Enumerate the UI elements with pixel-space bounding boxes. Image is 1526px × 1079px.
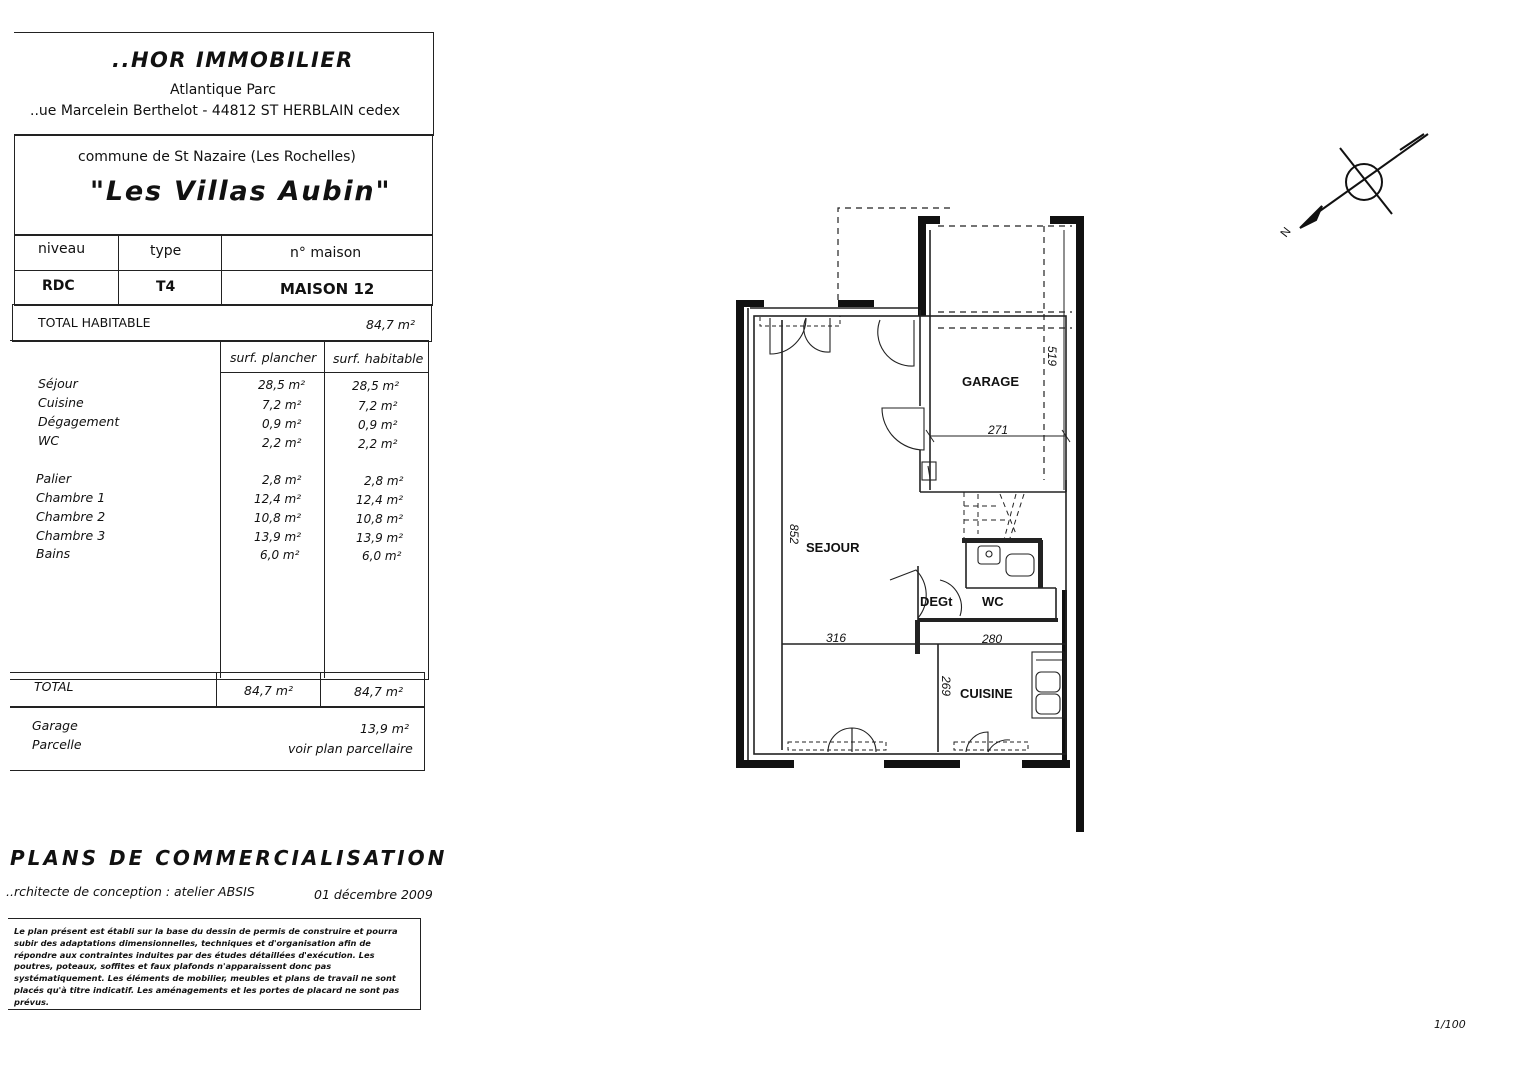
total-label: TOTAL <box>34 679 74 694</box>
room-name: Chambre 1 <box>36 490 106 505</box>
room-habitable: 12,4 m² <box>356 493 404 507</box>
room-habitable: 28,5 m² <box>352 379 400 393</box>
room-plancher: 13,9 m² <box>254 530 302 544</box>
col-habitable: surf. habitable <box>333 351 424 366</box>
total-habitable-sum: 84,7 m² <box>354 684 403 699</box>
parcelle-label: Parcelle <box>32 737 82 752</box>
dim-cuisine-depth: 269 <box>939 676 953 697</box>
total-habitable-label: TOTAL HABITABLE <box>38 315 151 330</box>
room-habitable: 10,8 m² <box>356 512 404 526</box>
disclaimer-text: Le plan présent est établi sur la base du dessin de permis de construire et pourra subir des adaptations dimensionnelles, techniques et d'organisation afin de répondre aux contraintes induites par des études détaillées d'exécution. Les poutres, poteaux, soffites et faux plafonds n'apparaissent donc pas systématiquement. Les éléments de mobilier, meubles et plans de travail ne sont placés qu'à titre indicatif. Les aménagements et les portes de placard ne sont pas prévus. <box>14 926 400 1007</box>
value-type: T4 <box>156 279 176 295</box>
room-plancher: 28,5 m² <box>258 378 306 392</box>
dim-garage-width: 271 <box>988 423 1009 437</box>
stairs <box>964 492 1024 540</box>
label-garage: GARAGE <box>962 374 1020 389</box>
architect: ..rchitecte de conception : atelier ABSIS <box>6 884 255 899</box>
header-type: type <box>150 243 182 259</box>
label-sejour: SEJOUR <box>806 540 860 555</box>
room-name: Bains <box>36 546 71 561</box>
plans-title: PLANS DE COMMERCIALISATION <box>10 846 448 870</box>
label-degt: DEGt <box>920 594 953 609</box>
room-plancher: 7,2 m² <box>262 398 302 412</box>
room-name: Cuisine <box>38 395 84 410</box>
room-habitable: 7,2 m² <box>358 399 398 413</box>
room-habitable: 6,0 m² <box>362 549 402 563</box>
header-niveau: niveau <box>38 241 86 257</box>
address-line1: Atlantique Parc <box>170 82 276 98</box>
north-label: N <box>1277 224 1294 240</box>
room-plancher: 10,8 m² <box>254 511 302 525</box>
garage-label: Garage <box>32 718 78 733</box>
room-habitable: 2,2 m² <box>358 437 398 451</box>
room-name: Chambre 3 <box>36 528 106 543</box>
plan-date: 01 décembre 2009 <box>314 887 433 902</box>
room-name: Chambre 2 <box>36 509 106 524</box>
col-plancher: surf. plancher <box>230 350 317 365</box>
room-plancher: 2,8 m² <box>262 473 302 487</box>
garage-door-dashed <box>838 208 1072 480</box>
label-cuisine: CUISINE <box>960 686 1013 701</box>
room-habitable: 2,8 m² <box>364 474 404 488</box>
address-line2: ..ue Marcelein Berthelot - 44812 ST HERBLAIN cedex <box>30 103 400 119</box>
parcelle-value: voir plan parcellaire <box>288 741 413 756</box>
dim-garage-depth: 519 <box>1045 346 1059 367</box>
garage-value: 13,9 m² <box>360 721 409 736</box>
value-maison: MAISON 12 <box>280 280 375 298</box>
room-name: Dégagement <box>38 414 120 429</box>
project-name: "Les Villas Aubin" <box>90 176 392 207</box>
north-arrow <box>1300 134 1428 228</box>
room-name: Palier <box>36 471 71 486</box>
interior-walls <box>748 230 1066 760</box>
header-maison: n° maison <box>290 245 362 261</box>
total-plancher: 84,7 m² <box>244 683 293 698</box>
room-habitable: 0,9 m² <box>358 418 398 432</box>
scale-label: 1/100 <box>1434 1018 1466 1031</box>
dim-sejour-width: 316 <box>826 631 847 645</box>
total-habitable-value: 84,7 m² <box>366 317 415 332</box>
room-name: WC <box>38 433 60 448</box>
room-name: Séjour <box>38 376 78 391</box>
label-wc: WC <box>982 594 1004 609</box>
company-name: ..HOR IMMOBILIER <box>112 48 354 72</box>
room-plancher: 12,4 m² <box>254 492 302 506</box>
dim-cuisine-width: 280 <box>982 632 1003 646</box>
room-habitable: 13,9 m² <box>356 531 404 545</box>
dim-sejour-depth: 852 <box>787 524 801 545</box>
room-plancher: 0,9 m² <box>262 417 302 431</box>
room-plancher: 6,0 m² <box>260 548 300 562</box>
room-plancher: 2,2 m² <box>262 436 302 450</box>
commune: commune de St Nazaire (Les Rochelles) <box>78 149 356 165</box>
value-niveau: RDC <box>42 278 75 294</box>
